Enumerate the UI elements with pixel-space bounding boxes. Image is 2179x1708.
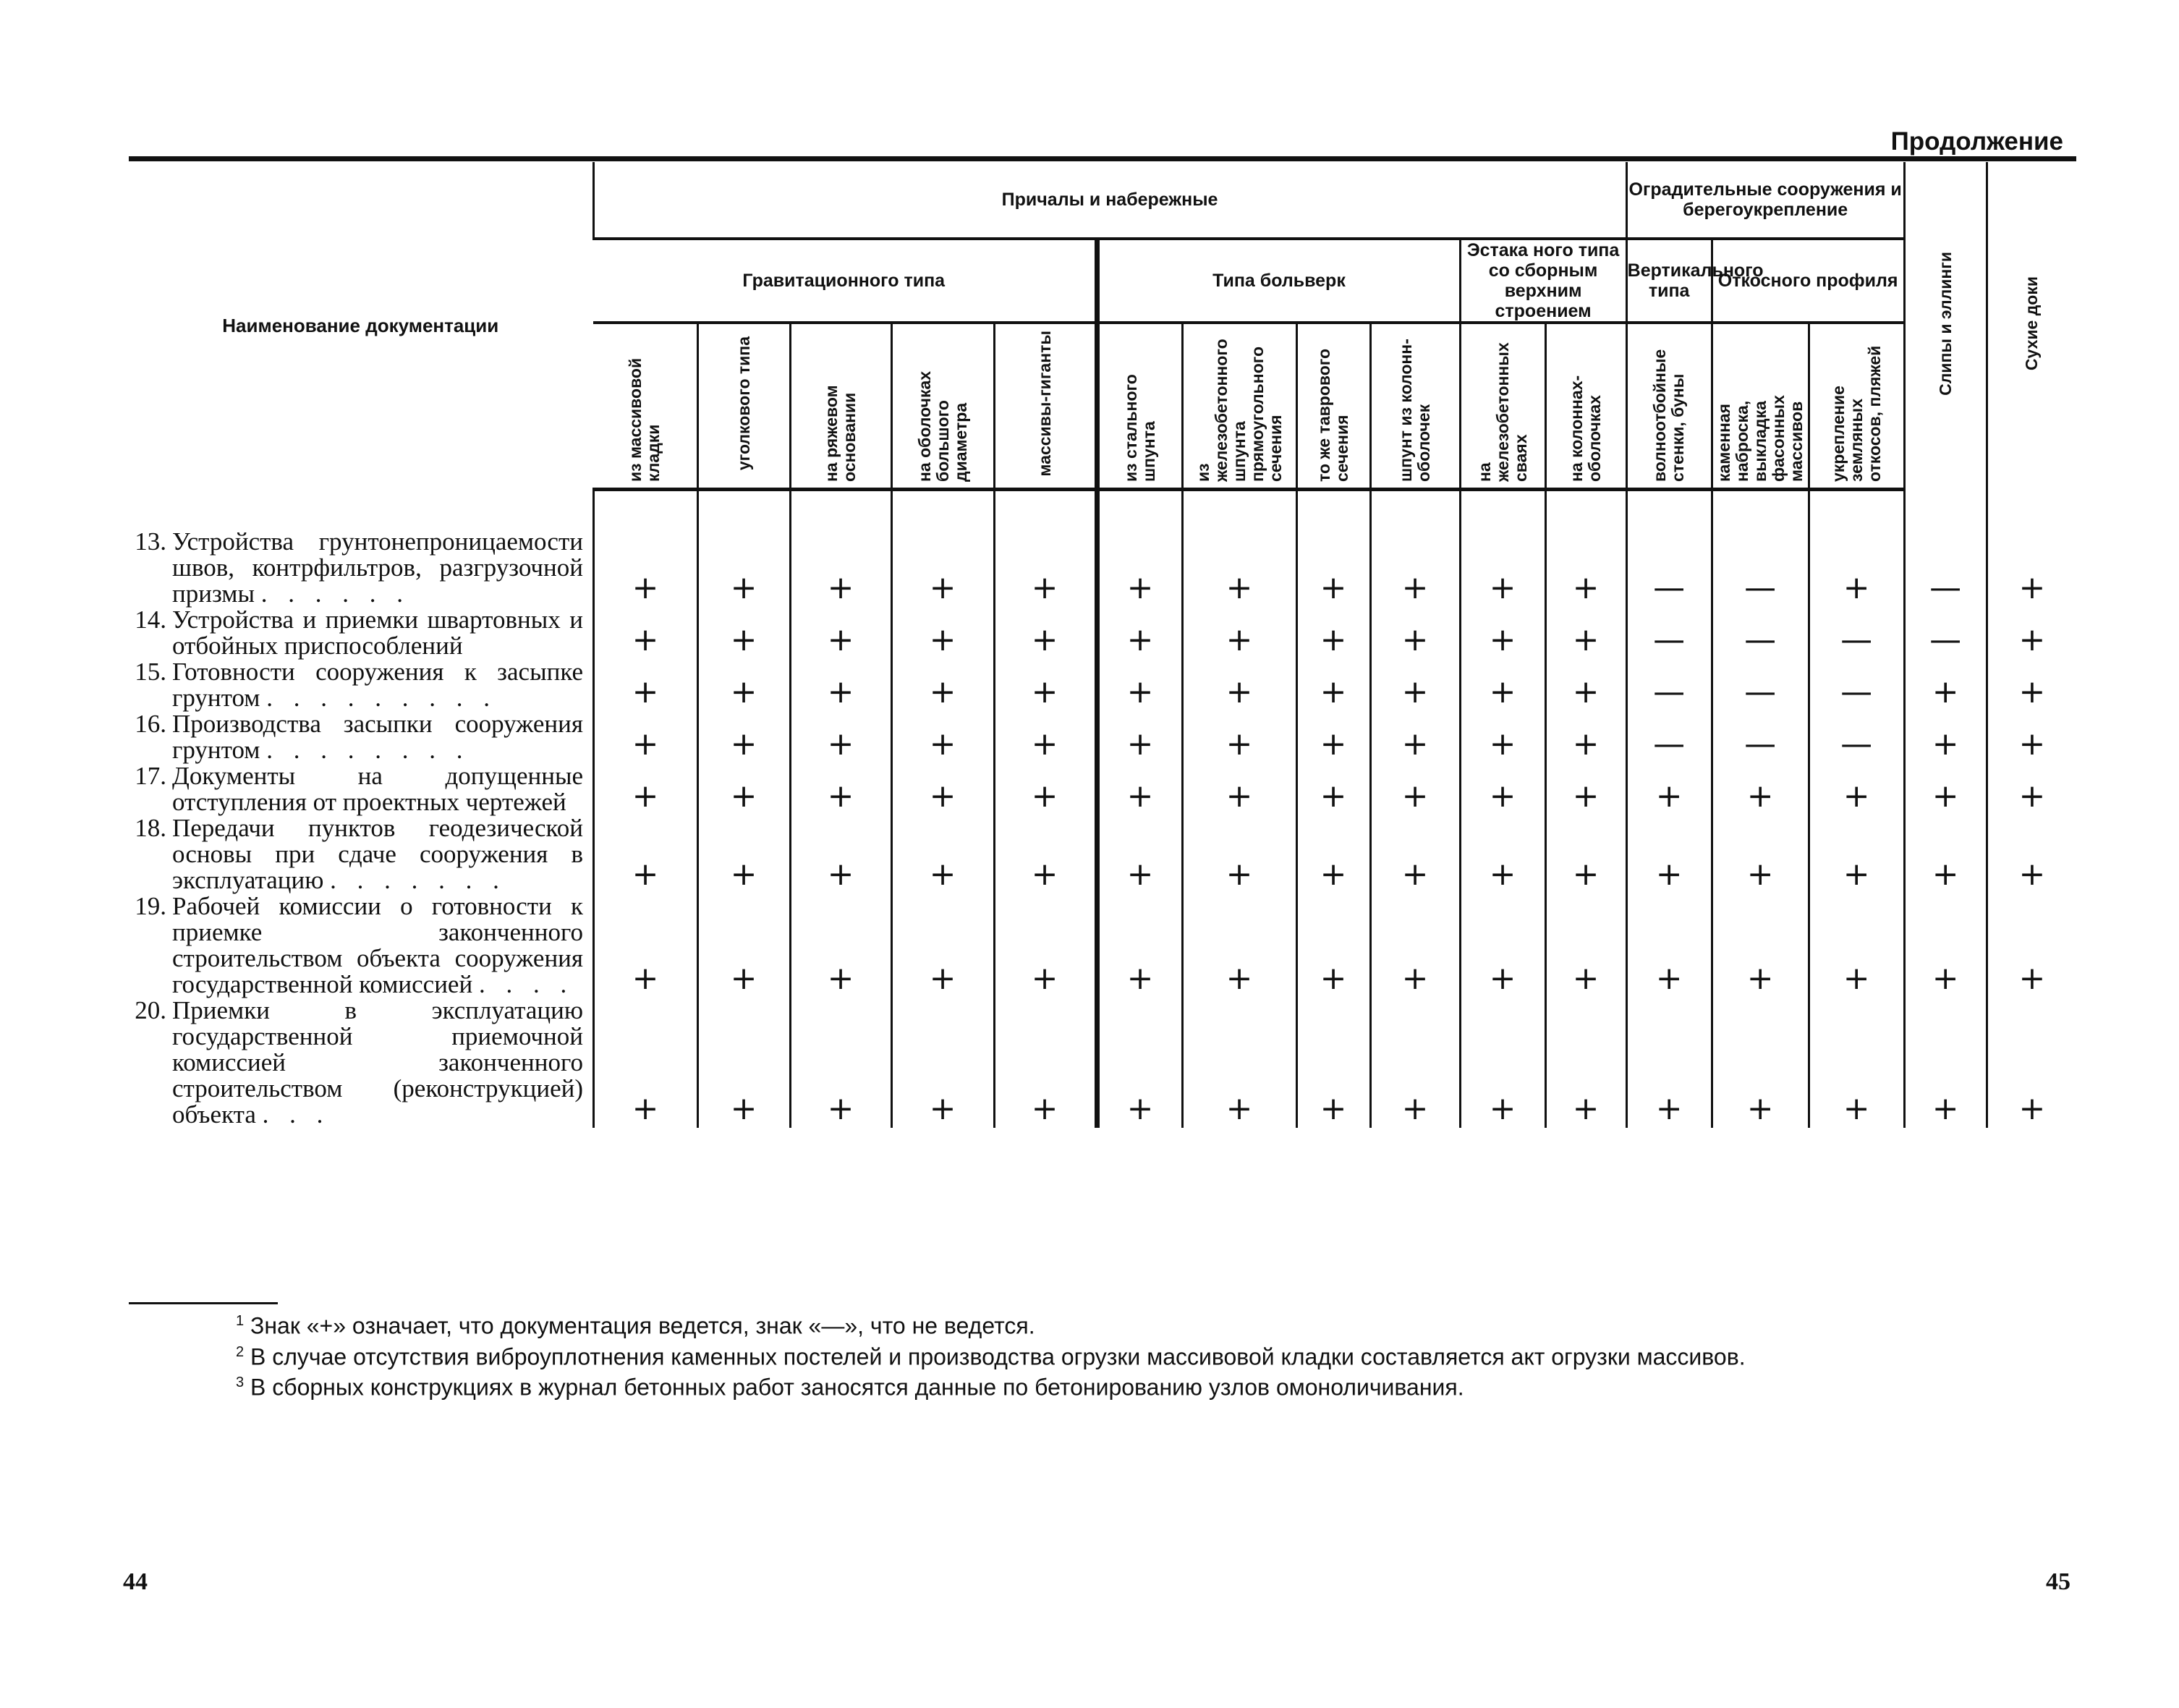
mark-dash: — [1712,711,1809,763]
mark-plus: + [1545,659,1626,711]
mark-plus: + [697,607,790,659]
mark-plus: + [1370,998,1460,1128]
footnotes [236,1308,1746,1401]
mark-plus: + [790,893,891,998]
mark-plus: + [790,607,891,659]
mark-plus: + [1545,607,1626,659]
mark-plus: + [593,763,697,815]
footnote-marker: 2 [236,1343,245,1360]
document-name-text: Устройства и приемки швартовных и отбойных приспособлений [172,605,583,660]
mark-plus: + [1987,763,2076,815]
mark-plus: + [1097,998,1182,1128]
column-header: на железобетонных сваях [1460,323,1545,490]
mark-dash: — [1809,711,1904,763]
column-header: из железобетонного шпунта прямоугольного сечения [1182,323,1296,490]
column-header: то же таврового сечения [1296,323,1370,490]
row-number: 18. [135,813,166,842]
mark-plus: + [1370,893,1460,998]
mark-plus: + [1809,763,1904,815]
column-header-slips [1904,162,1987,490]
subgroup-header-slope: Откосного профиля [1712,239,1904,323]
leader-dots: . . . . [478,969,574,998]
column-header: укрепление земляных откосов, пляжей [1809,323,1904,490]
mark-plus: + [790,998,891,1128]
mark-plus: + [697,659,790,711]
table-row [129,659,2076,711]
table-row [129,763,2076,815]
leader-dots: . . . . . . . [330,865,506,894]
column-header: каменная наброска, выкладка фасонных массивов [1712,323,1809,490]
mark-plus: + [1904,763,1987,815]
mark-plus: + [1296,998,1370,1128]
mark-plus: + [593,893,697,998]
mark-plus: + [790,763,891,815]
mark-plus: + [1296,659,1370,711]
document-name-text: Приемки в эксплуатацию государственной приемочной комиссией законченного строительством (реконструкцией) объекта [172,995,583,1129]
mark-plus: + [1712,893,1809,998]
column-header: на оболочках большого диаметра [891,323,994,490]
document-name-cell [129,815,593,893]
footnote-text: В сборных конструкциях в журнал бетонных работ заносятся данные по бетонированию узлов омоноличивания. [250,1374,1464,1401]
mark-plus: + [1370,815,1460,893]
mark-plus: + [1097,659,1182,711]
table-row [129,815,2076,893]
table-row [129,711,2076,763]
mark-plus: + [1545,893,1626,998]
column-header: уголкового типа [697,323,790,490]
mark-dash: — [1809,659,1904,711]
subgroup-header-trestle: Эстака ного типа со сборным верхним строением [1460,239,1626,323]
document-name [172,529,583,607]
mark-plus: + [891,607,994,659]
mark-dash: — [1904,490,1987,607]
row-number: 15. [135,657,166,686]
mark-plus: + [697,998,790,1128]
mark-plus: + [891,490,994,607]
page-number-right: 45 [2046,1568,2070,1595]
mark-plus: + [1097,815,1182,893]
leader-dots: . . . . . . . . . [266,683,497,712]
column-header: на колоннах-оболочках [1545,323,1626,490]
document-name-text: Готовности сооружения к засыпке грунтом [172,657,583,712]
table-row [129,607,2076,659]
document-name-cell [129,490,593,607]
document-name [172,659,583,711]
column-header: из массивовой кладки [593,323,697,490]
document-name [172,763,583,815]
document-name [172,995,583,1129]
row-number: 20. [135,995,166,1024]
mark-plus: + [1460,763,1545,815]
mark-dash: — [1626,659,1712,711]
mark-plus: + [994,659,1097,711]
subgroup-header-gravity: Гравитационного типа [593,239,1097,323]
mark-plus: + [1370,659,1460,711]
mark-plus: + [1296,763,1370,815]
mark-plus: + [1460,998,1545,1128]
top-rule [129,156,2076,161]
mark-plus: + [994,763,1097,815]
mark-dash: — [1626,607,1712,659]
mark-plus: + [1370,490,1460,607]
mark-plus: + [790,490,891,607]
mark-plus: + [1182,711,1296,763]
mark-plus: + [1809,815,1904,893]
mark-plus: + [1809,490,1904,607]
mark-dash: — [1904,607,1987,659]
leader-dots: . . . . . . . . [266,735,470,764]
mark-plus: + [1460,893,1545,998]
document-name [172,893,583,998]
document-name-cell [129,763,593,815]
mark-dash: — [1712,659,1809,711]
mark-plus: + [1296,815,1370,893]
column-header-docks-label: Сухие доки [2022,276,2042,371]
footnote [236,1339,1746,1370]
mark-plus: + [1545,490,1626,607]
mark-plus: + [1987,711,2076,763]
mark-plus: + [1182,659,1296,711]
table-body [129,490,2076,1128]
mark-plus: + [1296,893,1370,998]
mark-plus: + [1987,893,2076,998]
mark-plus: + [891,711,994,763]
document-name [172,815,583,893]
footnote [236,1369,1746,1401]
mark-plus: + [891,893,994,998]
document-name-cell [129,893,593,998]
mark-plus: + [1182,607,1296,659]
footnote-rule [129,1302,278,1304]
mark-plus: + [1097,490,1182,607]
footnote-marker: 1 [236,1313,245,1329]
mark-plus: + [1626,998,1712,1128]
mark-plus: + [1545,998,1626,1128]
document-name-cell [129,659,593,711]
document-name-cell [129,995,593,1129]
mark-plus: + [994,607,1097,659]
subgroup-header-bulwark: Типа больверк [1097,239,1460,323]
mark-plus: + [1545,815,1626,893]
column-header: волноотбойные стенки, буны [1626,323,1712,490]
mark-plus: + [1809,998,1904,1128]
mark-plus: + [1712,763,1809,815]
mark-plus: + [1097,607,1182,659]
table-row [129,893,2076,998]
mark-plus: + [891,815,994,893]
mark-plus: + [1545,763,1626,815]
row-number: 14. [135,605,166,634]
documentation-table [129,162,2076,1128]
mark-plus: + [1370,711,1460,763]
row-number: 13. [135,527,166,556]
mark-plus: + [697,490,790,607]
mark-plus: + [790,711,891,763]
page-number-left: 44 [123,1568,148,1595]
subgroup-header-vertical: Вертикального типа [1626,239,1712,323]
column-header: на ряжевом основании [790,323,891,490]
document-name-text: Устройства грунтонепроницаемости швов, контрфильтров, разгрузочной призмы [172,527,583,608]
mark-plus: + [1370,607,1460,659]
table-row [129,490,2076,607]
mark-plus: + [1987,815,2076,893]
group-header-protective: Оградительные сооружения и берегоукрепление [1626,162,1904,239]
mark-plus: + [1904,659,1987,711]
footnote [236,1308,1746,1339]
continuation-label: Продолжение [1890,127,2063,156]
mark-plus: + [593,998,697,1128]
column-header: массивы-гиганты [994,323,1097,490]
mark-plus: + [593,659,697,711]
column-header-name: Наименование документации [222,315,499,337]
mark-plus: + [1809,893,1904,998]
mark-plus: + [1545,711,1626,763]
mark-plus: + [994,711,1097,763]
mark-plus: + [1904,711,1987,763]
document-name [172,711,583,763]
group-header-berths: Причалы и набережные [593,162,1626,239]
mark-plus: + [1182,490,1296,607]
document-name-cell [129,711,593,763]
row-number: 16. [135,709,166,738]
mark-plus: + [1182,815,1296,893]
mark-plus: + [1904,998,1987,1128]
mark-plus: + [1460,711,1545,763]
mark-dash: — [1809,607,1904,659]
mark-plus: + [697,711,790,763]
mark-dash: — [1712,490,1809,607]
mark-plus: + [593,490,697,607]
column-header-docks [1987,162,2076,490]
mark-plus: + [1460,607,1545,659]
document-name [172,607,583,659]
mark-plus: + [1460,490,1545,607]
row-number: 19. [135,891,166,920]
mark-plus: + [790,659,891,711]
mark-plus: + [994,998,1097,1128]
mark-plus: + [1296,607,1370,659]
mark-plus: + [593,815,697,893]
mark-plus: + [891,998,994,1128]
column-header-slips-label: Слипы и эллинги [1935,251,1955,396]
document-name-text: Производства засыпки сооружения грунтом [172,709,583,764]
mark-plus: + [1097,893,1182,998]
mark-plus: + [593,711,697,763]
footnote-text: Знак «+» означает, что документация ведется, знак «—», что не ведется. [250,1312,1035,1339]
leader-dots: . . . . . . [260,579,410,608]
header-row-1 [129,162,2076,239]
mark-plus: + [790,815,891,893]
mark-plus: + [1097,763,1182,815]
mark-plus: + [1987,659,2076,711]
mark-plus: + [697,815,790,893]
mark-plus: + [891,763,994,815]
mark-plus: + [1904,815,1987,893]
column-header: шпунт из колонн-оболочек [1370,323,1460,490]
mark-plus: + [994,815,1097,893]
mark-plus: + [891,659,994,711]
mark-plus: + [1626,815,1712,893]
mark-plus: + [1296,490,1370,607]
document-name-text: Документы на допущенные отступления от проектных чертежей [172,761,583,816]
mark-plus: + [1097,711,1182,763]
mark-plus: + [1987,490,2076,607]
mark-plus: + [1182,893,1296,998]
mark-plus: + [1987,607,2076,659]
mark-plus: + [1987,998,2076,1128]
table-row [129,998,2076,1128]
mark-plus: + [1182,763,1296,815]
mark-plus: + [994,893,1097,998]
mark-plus: + [1296,711,1370,763]
mark-plus: + [697,893,790,998]
footnote-marker: 3 [236,1375,245,1391]
mark-plus: + [1460,659,1545,711]
row-number: 17. [135,761,166,790]
document-name-text: Рабочей комиссии о готовности к приемке законченного строительством объекта сооружения государственной комиссией [172,891,583,998]
leader-dots: . . . [262,1100,331,1129]
column-header: из стального шпунта [1097,323,1182,490]
mark-plus: + [1182,998,1296,1128]
mark-dash: — [1626,711,1712,763]
footnote-text: В случае отсутствия виброуплотнения каменных постелей и производства огрузки массивовой кладки составляется акт огрузки массивов. [250,1343,1746,1370]
mark-plus: + [1712,998,1809,1128]
mark-dash: — [1712,607,1809,659]
mark-plus: + [1460,815,1545,893]
document-name-text: Передачи пунктов геодезической основы при сдаче сооружения в эксплуатацию [172,813,583,894]
mark-plus: + [994,490,1097,607]
mark-plus: + [1712,815,1809,893]
mark-plus: + [1904,893,1987,998]
mark-plus: + [1626,893,1712,998]
mark-plus: + [1370,763,1460,815]
mark-plus: + [1626,763,1712,815]
mark-dash: — [1626,490,1712,607]
mark-plus: + [697,763,790,815]
mark-plus: + [593,607,697,659]
document-name-cell [129,607,593,659]
